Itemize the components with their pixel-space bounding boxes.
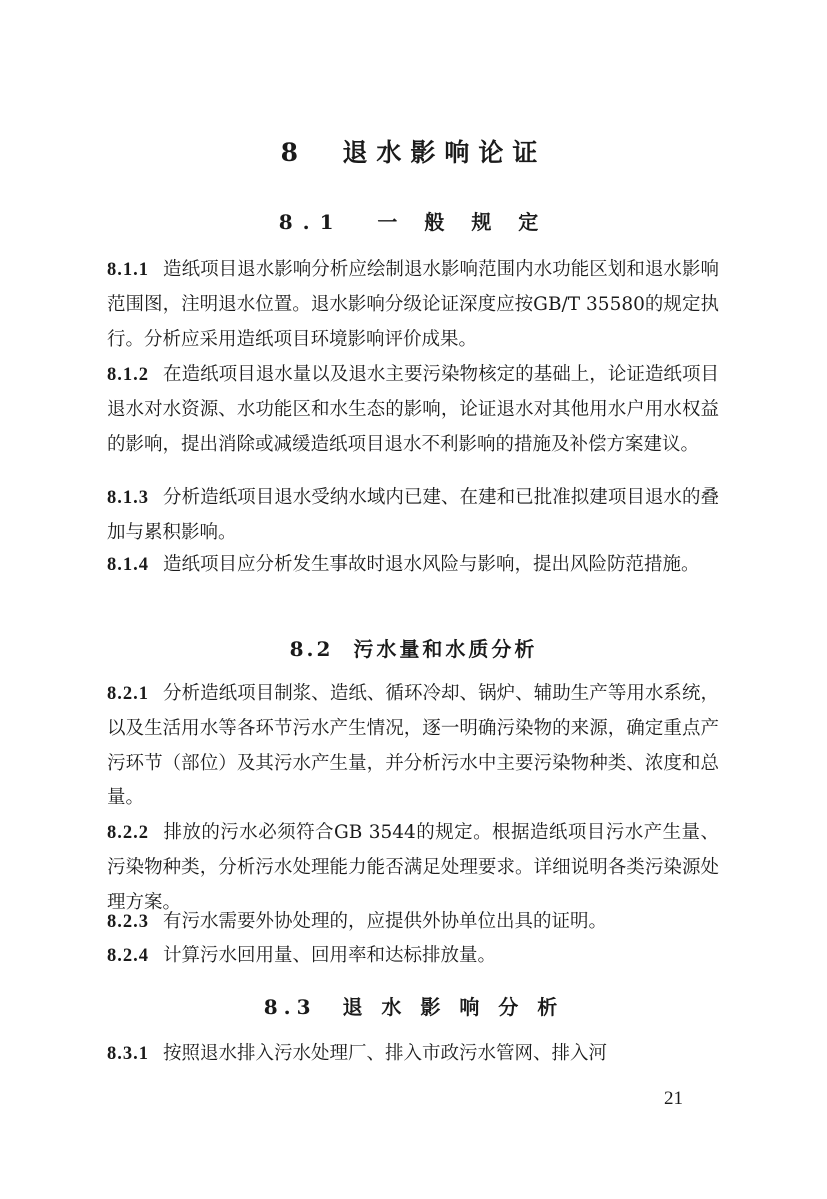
chapter-title: 8 退水影响论证 <box>280 138 547 167</box>
clause-number: 8.1.3 <box>107 488 149 508</box>
section-title-8-2: 8.2 污水量和水质分析 <box>289 637 538 661</box>
paragraph-8-1-3 <box>107 481 719 551</box>
clause-text: 有污水需要外协处理的，应提供外协单位出具的证明。 <box>163 911 608 932</box>
clause-text: 造纸项目应分析发生事故时退水风险与影响，提出风险防范措施。 <box>163 554 700 575</box>
clause-number: 8.2.3 <box>107 912 149 932</box>
paragraph-8-1-2 <box>107 358 719 462</box>
clause-number: 8.3.1 <box>107 1044 149 1064</box>
clause-text: 造纸项目退水影响分析应绘制退水影响范围内水功能区划和退水影响范围图，注明退水位置。退水影响分级论证深度应按GB/T 35580的规定执行。分析应采用造纸项目环境影响评价成果。 <box>107 259 719 350</box>
clause-text: 排放的污水必须符合GB 3544的规定。根据造纸项目污水产生量、污染物种类，分析污水处理能力能否满足处理要求。详细说明各类污染源处理方案。 <box>107 822 719 913</box>
paragraph-8-2-4 <box>107 939 719 974</box>
page-number: 21 <box>664 1088 683 1109</box>
clause-number: 8.2.4 <box>107 946 149 966</box>
paragraph-8-2-3 <box>107 905 719 940</box>
paragraph-8-3-1 <box>107 1037 719 1072</box>
clause-number: 8.1.4 <box>107 555 149 575</box>
paragraph-8-2-1 <box>107 677 719 816</box>
clause-text: 分析造纸项目制浆、造纸、循环冷却、锅炉、辅助生产等用水系统，以及生活用水等各环节污水产生情况，逐一明确污染物的来源，确定重点产污环节（部位）及其污水产生量，并分析污水中主要污染物种类、浓度和总量。 <box>107 683 719 809</box>
paragraph-8-1-4 <box>107 548 719 583</box>
clause-number: 8.1.2 <box>107 365 149 385</box>
clause-number: 8.2.2 <box>107 823 149 843</box>
clause-text: 分析造纸项目退水受纳水域内已建、在建和已批准拟建项目退水的叠加与累积影响。 <box>107 487 719 543</box>
section-title-8-1: 8.1 一 般 规 定 <box>278 210 549 234</box>
clause-text: 在造纸项目退水量以及退水主要污染物核定的基础上，论证造纸项目退水对水资源、水功能区和水生态的影响，论证退水对其他用水户用水权益的影响，提出消除或减缓造纸项目退水不利影响的措施及补偿方案建议。 <box>107 364 719 455</box>
section-title-8-3: 8.3 退 水 影 响 分 析 <box>263 995 564 1019</box>
clause-number: 8.1.1 <box>107 260 149 280</box>
clause-text: 按照退水排入污水处理厂、排入市政污水管网、排入河 <box>163 1043 608 1064</box>
clause-number: 8.2.1 <box>107 684 149 704</box>
clause-text: 计算污水回用量、回用率和达标排放量。 <box>163 945 497 966</box>
paragraph-8-1-1 <box>107 253 719 357</box>
